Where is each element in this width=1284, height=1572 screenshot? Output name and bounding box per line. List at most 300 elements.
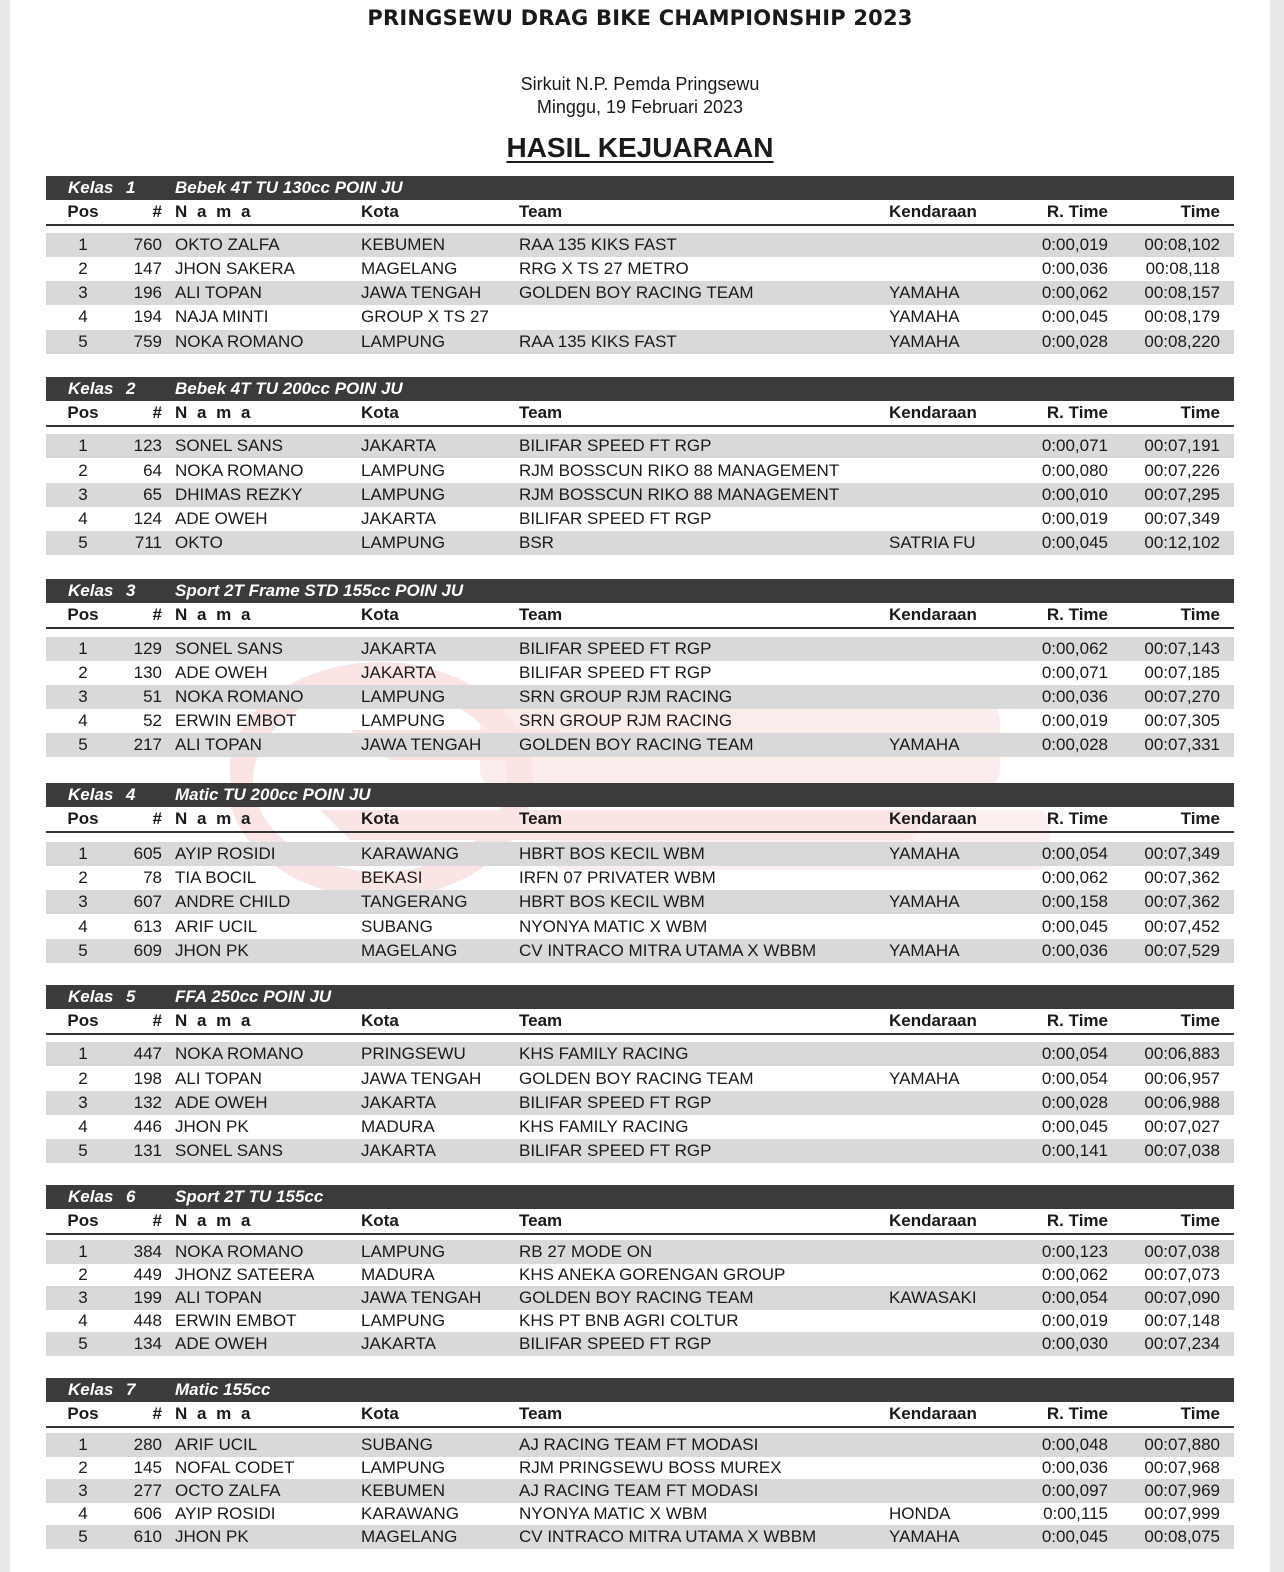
column-header-nama: N a m a [175,403,253,422]
cell-nama: OKTO [175,533,223,552]
cell-team: HBRT BOS KECIL WBM [519,844,705,863]
cell-nama: ANDRE CHILD [175,892,291,911]
cell-team: AJ RACING TEAM FT MODASI [519,1481,759,1500]
cell-rtime: 0:00,019 [1041,235,1108,254]
cell-rtime: 0:00,071 [1041,436,1108,455]
table-row [46,1456,1234,1480]
table-row [46,709,1234,733]
column-header-row [46,401,1234,427]
cell-nama: SONEL SANS [175,436,284,455]
class-section-7 [46,1378,1234,1428]
table-row [46,1263,1234,1287]
cell-time: 00:07,362 [1144,892,1220,911]
cell-pos: 5 [78,1141,88,1160]
column-header-nama: N a m a [175,1011,253,1030]
column-header-kota: Kota [361,403,399,422]
cell-nama: ALI TOPAN [175,735,262,754]
cell-num: 711 [134,533,162,552]
class-number: 6 [126,1187,136,1206]
cell-rtime: 0:00,115 [1043,1504,1108,1523]
cell-rtime: 0:00,010 [1041,485,1108,504]
cell-team: BILIFAR SPEED FT RGP [519,1093,712,1112]
cell-team: BILIFAR SPEED FT RGP [519,639,712,658]
cell-rtime: 0:00,045 [1041,307,1108,326]
cell-rtime: 0:00,045 [1041,917,1108,936]
cell-time: 00:07,295 [1144,485,1220,504]
column-header-kendaraan: Kendaraan [889,605,977,624]
column-header-rtime: R. Time [1046,1011,1108,1030]
cell-team: RB 27 MODE ON [519,1242,653,1261]
cell-rtime: 0:00,062 [1041,639,1108,658]
cell-kota: JAKARTA [361,1334,436,1353]
cell-pos: 4 [78,307,88,326]
column-header-kendaraan: Kendaraan [889,1211,977,1230]
cell-nama: OCTO ZALFA [175,1481,281,1500]
column-header-num: # [152,809,162,828]
cell-rtime: 0:00,141 [1041,1141,1108,1160]
cell-kota: JAKARTA [361,1141,436,1160]
cell-nama: SONEL SANS [175,639,284,658]
cell-num: 280 [133,1435,162,1454]
cell-time: 00:07,185 [1144,663,1220,682]
cell-nama: ADE OWEH [175,1334,268,1353]
class-label: Kelas [68,379,114,398]
class-name: Bebek 4T TU 130cc POIN JU [175,178,403,197]
cell-time: 00:08,179 [1144,307,1220,326]
column-header-num: # [152,202,162,221]
cell-rtime: 0:00,036 [1041,1458,1108,1477]
class-header-bar [46,176,1234,200]
cell-num: 760 [133,235,162,254]
cell-pos: 2 [78,461,88,480]
cell-kota: MADURA [361,1265,435,1284]
column-header-team: Team [519,605,563,624]
cell-num: 613 [133,917,162,936]
cell-nama: JHON SAKERA [175,259,295,278]
cell-team: AJ RACING TEAM FT MODASI [519,1435,759,1454]
cell-pos: 2 [78,1458,88,1477]
table-row [46,434,1234,458]
cell-kota: JAKARTA [361,639,436,658]
cell-nama: NOKA ROMANO [175,461,304,480]
class-section-1 [46,176,1234,226]
cell-time: 00:07,999 [1144,1504,1220,1523]
venue-text: Sirkuit N.P. Pemda Pringsewu [520,74,760,94]
cell-pos: 5 [78,332,88,351]
table-row [46,939,1234,963]
table-row [46,1067,1234,1091]
cell-num: 51 [143,687,162,706]
cell-kendaraan: YAMAHA [889,1527,960,1546]
cell-kota: MAGELANG [361,1527,458,1546]
class-number: 7 [126,1380,136,1399]
cell-team: CV INTRACO MITRA UTAMA X WBBM [519,941,817,960]
cell-num: 131 [133,1141,162,1160]
table-row [46,1479,1234,1503]
cell-pos: 3 [78,485,88,504]
column-header-row [46,1009,1234,1035]
cell-pos: 1 [78,639,88,658]
cell-nama: NOKA ROMANO [175,332,304,351]
cell-pos: 1 [78,436,88,455]
cell-rtime: 0:00,030 [1041,1334,1108,1353]
column-header-nama: N a m a [175,202,253,221]
cell-pos: 4 [78,917,88,936]
cell-kota: KARAWANG [361,1504,459,1523]
cell-num: 605 [133,844,162,863]
column-header-rtime: R. Time [1046,202,1108,221]
cell-time: 00:07,969 [1144,1481,1220,1500]
cell-num: 194 [133,307,162,326]
cell-nama: OKTO ZALFA [175,235,280,254]
cell-kota: KEBUMEN [361,235,446,254]
cell-num: 129 [133,639,162,658]
cell-nama: NAJA MINTI [175,307,269,326]
cell-rtime: 0:00,036 [1041,687,1108,706]
cell-pos: 1 [78,844,88,863]
table-row [46,1286,1234,1310]
cell-kota: LAMPUNG [361,711,446,730]
cell-nama: DHIMAS REZKY [175,485,303,504]
cell-team: GOLDEN BOY RACING TEAM [519,1288,754,1307]
cell-kota: LAMPUNG [361,1458,446,1477]
cell-nama: ERWIN EMBOT [175,1311,297,1330]
cell-team: CV INTRACO MITRA UTAMA X WBBM [519,1527,817,1546]
cell-team: SRN GROUP RJM RACING [519,687,733,706]
cell-num: 384 [133,1242,162,1261]
cell-rtime: 0:00,045 [1041,1527,1108,1546]
cell-time: 00:08,157 [1144,283,1220,302]
cell-team: RAA 135 KIKS FAST [519,235,677,254]
cell-num: 449 [133,1265,162,1284]
cell-rtime: 0:00,097 [1041,1481,1108,1500]
cell-num: 447 [133,1044,162,1063]
cell-team: IRFN 07 PRIVATER WBM [519,868,716,887]
cell-kota: LAMPUNG [361,533,446,552]
cell-kota: LAMPUNG [361,1311,446,1330]
cell-kota: GROUP X TS 27 [361,307,489,326]
column-header-kota: Kota [361,809,399,828]
table-row [46,1091,1234,1115]
class-section-5 [46,985,1234,1035]
cell-kota: LAMPUNG [361,332,446,351]
column-header-row [46,807,1234,833]
cell-time: 00:07,529 [1144,941,1220,960]
cell-kota: JAKARTA [361,436,436,455]
column-header-time: Time [1180,1211,1220,1230]
cell-num: 124 [133,509,162,528]
cell-team: BILIFAR SPEED FT RGP [519,436,712,455]
class-label: Kelas [68,987,114,1006]
column-header-rtime: R. Time [1046,605,1108,624]
cell-pos: 5 [78,941,88,960]
cell-nama: NOFAL CODET [175,1458,295,1477]
column-header-rtime: R. Time [1046,1404,1108,1423]
cell-pos: 4 [78,1311,88,1330]
cell-kota: JAWA TENGAH [361,1069,482,1088]
column-header-team: Team [519,1404,563,1423]
cell-kota: JAWA TENGAH [361,283,482,302]
cell-kota: SUBANG [361,917,433,936]
cell-rtime: 0:00,071 [1041,663,1108,682]
class-name: Bebek 4T TU 200cc POIN JU [175,379,403,398]
table-row [46,842,1234,866]
class-header-bar [46,1378,1234,1402]
cell-time: 00:08,220 [1144,332,1220,351]
cell-team: KHS FAMILY RACING [519,1117,689,1136]
cell-num: 277 [133,1481,162,1500]
cell-num: 606 [133,1504,162,1523]
cell-kota: JAKARTA [361,509,436,528]
cell-rtime: 0:00,062 [1041,868,1108,887]
class-label: Kelas [68,581,114,600]
column-header-kendaraan: Kendaraan [889,202,977,221]
cell-pos: 3 [78,1288,88,1307]
column-header-nama: N a m a [175,1211,253,1230]
table-row [46,1502,1234,1526]
cell-team: GOLDEN BOY RACING TEAM [519,735,754,754]
cell-rtime: 0:00,048 [1041,1435,1108,1454]
cell-pos: 2 [78,1069,88,1088]
cell-team: BILIFAR SPEED FT RGP [519,1334,712,1353]
cell-pos: 2 [78,1265,88,1284]
table-row [46,257,1234,281]
cell-kendaraan: YAMAHA [889,332,960,351]
column-header-pos: Pos [67,1011,99,1030]
cell-kendaraan: YAMAHA [889,307,960,326]
column-header-kendaraan: Kendaraan [889,403,977,422]
cell-nama: ALI TOPAN [175,1288,262,1307]
class-header-bar [46,783,1234,807]
column-header-nama: N a m a [175,605,253,624]
column-header-pos: Pos [67,1404,99,1423]
column-header-kendaraan: Kendaraan [889,1404,977,1423]
cell-team: BILIFAR SPEED FT RGP [519,663,712,682]
cell-pos: 5 [78,1334,88,1353]
cell-pos: 5 [78,1527,88,1546]
class-label: Kelas [68,785,114,804]
cell-time: 00:07,880 [1144,1435,1220,1454]
cell-kota: BEKASI [361,868,423,887]
cell-num: 147 [133,259,162,278]
cell-pos: 4 [78,509,88,528]
cell-kendaraan: YAMAHA [889,1069,960,1088]
cell-num: 446 [133,1117,162,1136]
cell-nama: ALI TOPAN [175,283,262,302]
cell-nama: ARIF UCIL [175,1435,258,1454]
table-row [46,1525,1234,1549]
cell-rtime: 0:00,036 [1041,259,1108,278]
cell-time: 00:12,102 [1144,533,1220,552]
cell-team: RJM BOSSCUN RIKO 88 MANAGEMENT [519,461,840,480]
table-row [46,305,1234,329]
column-header-nama: N a m a [175,1404,253,1423]
column-header-pos: Pos [67,605,99,624]
cell-time: 00:07,143 [1144,639,1220,658]
cell-time: 00:07,027 [1144,1117,1220,1136]
cell-num: 64 [143,461,162,480]
cell-time: 00:07,331 [1144,735,1220,754]
table-row [46,1042,1234,1066]
cell-kendaraan: KAWASAKI [889,1288,977,1307]
cell-team: KHS FAMILY RACING [519,1044,689,1063]
cell-num: 217 [133,735,162,754]
cell-team: RJM BOSSCUN RIKO 88 MANAGEMENT [519,485,840,504]
class-name: FFA 250cc POIN JU [175,987,332,1006]
cell-kota: JAKARTA [361,1093,436,1112]
cell-kota: JAKARTA [361,663,436,682]
column-header-time: Time [1180,202,1220,221]
class-section-3 [46,579,1234,629]
column-header-pos: Pos [67,809,99,828]
column-header-kota: Kota [361,605,399,624]
column-header-pos: Pos [67,1211,99,1230]
cell-team: BILIFAR SPEED FT RGP [519,1141,712,1160]
table-row [46,1139,1234,1163]
class-header-bar [46,579,1234,603]
cell-rtime: 0:00,019 [1041,1311,1108,1330]
class-label: Kelas [68,1187,114,1206]
table-row [46,1240,1234,1264]
document-page [10,0,1270,1572]
column-header-kendaraan: Kendaraan [889,809,977,828]
column-header-kota: Kota [361,1011,399,1030]
table-row [46,330,1234,354]
cell-kota: MAGELANG [361,259,458,278]
cell-time: 00:07,073 [1144,1265,1220,1284]
column-header-kendaraan: Kendaraan [889,1011,977,1030]
cell-rtime: 0:00,062 [1041,283,1108,302]
cell-nama: JHON PK [175,1527,249,1546]
cell-pos: 3 [78,1481,88,1500]
cell-team: KHS ANEKA GORENGAN GROUP [519,1265,786,1284]
class-name: Sport 2T Frame STD 155cc POIN JU [175,581,464,600]
column-header-row [46,603,1234,629]
document-title: PRINGSEWU DRAG BIKE CHAMPIONSHIP 2023 [367,6,913,30]
cell-kota: LAMPUNG [361,687,446,706]
cell-time: 00:07,191 [1144,436,1220,455]
cell-num: 448 [133,1311,162,1330]
cell-rtime: 0:00,028 [1041,1093,1108,1112]
cell-num: 610 [133,1527,162,1546]
date-text: Minggu, 19 Februari 2023 [536,97,744,117]
cell-team: RAA 135 KIKS FAST [519,332,677,351]
column-header-team: Team [519,403,563,422]
cell-pos: 1 [78,1044,88,1063]
table-row [46,1433,1234,1457]
cell-rtime: 0:00,036 [1041,941,1108,960]
column-header-time: Time [1180,605,1220,624]
column-header-nama: N a m a [175,809,253,828]
cell-kendaraan: SATRIA FU [889,533,976,552]
cell-time: 00:08,102 [1144,235,1220,254]
cell-time: 00:07,349 [1144,844,1220,863]
class-name: Matic TU 200cc POIN JU [175,785,371,804]
column-header-row [46,1209,1234,1235]
class-name: Sport 2T TU 155cc [175,1187,324,1206]
cell-time: 00:07,305 [1144,711,1220,730]
cell-kendaraan: YAMAHA [889,735,960,754]
cell-rtime: 0:00,028 [1041,735,1108,754]
cell-team: RRG X TS 27 METRO [519,259,689,278]
column-header-team: Team [519,1011,563,1030]
cell-num: 78 [143,868,162,887]
column-header-rtime: R. Time [1046,1211,1108,1230]
cell-time: 00:07,038 [1144,1141,1220,1160]
results-heading: HASIL KEJUARAAN [506,132,774,163]
class-section-6 [46,1185,1234,1235]
cell-kota: LAMPUNG [361,1242,446,1261]
cell-pos: 4 [78,1504,88,1523]
column-header-pos: Pos [67,202,99,221]
cell-pos: 3 [78,687,88,706]
class-number: 2 [126,379,136,398]
cell-pos: 1 [78,1242,88,1261]
cell-num: 607 [133,892,162,911]
cell-nama: ARIF UCIL [175,917,258,936]
cell-rtime: 0:00,054 [1041,1288,1108,1307]
cell-kota: JAWA TENGAH [361,1288,482,1307]
cell-rtime: 0:00,054 [1041,844,1108,863]
cell-nama: TIA BOCIL [175,868,257,887]
column-header-num: # [152,605,162,624]
cell-kota: PRINGSEWU [361,1044,466,1063]
cell-team: BSR [519,533,554,552]
cell-team: GOLDEN BOY RACING TEAM [519,1069,754,1088]
table-row [46,1332,1234,1356]
table-row [46,733,1234,757]
class-section-2 [46,377,1234,427]
cell-rtime: 0:00,062 [1041,1265,1108,1284]
cell-nama: NOKA ROMANO [175,1044,304,1063]
column-header-row [46,200,1234,226]
cell-team: GOLDEN BOY RACING TEAM [519,283,754,302]
cell-time: 00:08,075 [1144,1527,1220,1546]
cell-kendaraan: YAMAHA [889,941,960,960]
cell-nama: ADE OWEH [175,1093,268,1112]
table-row [46,661,1234,685]
cell-pos: 2 [78,663,88,682]
cell-pos: 5 [78,735,88,754]
class-header-bar [46,1185,1234,1209]
cell-pos: 2 [78,868,88,887]
cell-kendaraan: YAMAHA [889,283,960,302]
cell-team: BILIFAR SPEED FT RGP [519,509,712,528]
cell-time: 00:07,362 [1144,868,1220,887]
cell-rtime: 0:00,045 [1041,1117,1108,1136]
column-header-kota: Kota [361,1404,399,1423]
column-header-pos: Pos [67,403,99,422]
class-label: Kelas [68,1380,114,1399]
cell-rtime: 0:00,123 [1041,1242,1108,1261]
table-row [46,866,1234,890]
cell-time: 00:07,968 [1144,1458,1220,1477]
cell-nama: NOKA ROMANO [175,1242,304,1261]
table-row [46,1309,1234,1333]
cell-pos: 5 [78,533,88,552]
cell-pos: 1 [78,1435,88,1454]
cell-time: 00:07,270 [1144,687,1220,706]
cell-rtime: 0:00,045 [1041,533,1108,552]
cell-time: 00:07,148 [1144,1311,1220,1330]
cell-time: 00:06,883 [1144,1044,1220,1063]
table-row [46,637,1234,661]
cell-nama: ADE OWEH [175,509,268,528]
table-row [46,915,1234,939]
cell-team: KHS PT BNB AGRI COLTUR [519,1311,739,1330]
cell-time: 00:07,226 [1144,461,1220,480]
column-header-team: Team [519,809,563,828]
